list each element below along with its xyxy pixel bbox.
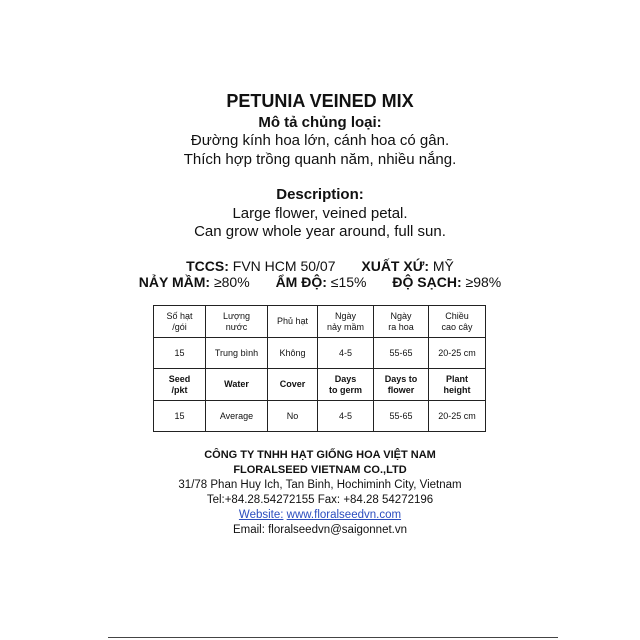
table-row-en-headers: [154, 369, 486, 401]
table-row-en-values: [154, 401, 486, 432]
table-row-vn-headers: [154, 306, 486, 338]
company-name-en: FLORALSEED VIETNAM CO.,LTD: [233, 464, 407, 476]
company-website: [0, 508, 640, 523]
purity-value: ≥98%: [465, 274, 502, 290]
vn-description-line-1: Đường kính hoa lớn, cánh hoa có gân.: [190, 132, 450, 149]
table-cell: 15: [154, 401, 206, 432]
en-description-heading: Description:: [276, 186, 364, 203]
germination-value: ≥80%: [213, 274, 250, 290]
table-cell: Average: [206, 401, 268, 432]
table-cell: 55-65: [374, 401, 429, 432]
tccs-value: FVN HCM 50/07: [232, 258, 336, 274]
purity-label: ĐỘ SẠCH:: [392, 274, 462, 290]
vn-description-line-2: Thích hợp trồng quanh năm, nhiều nắng.: [183, 151, 457, 168]
table-cell: 55-65: [374, 338, 429, 369]
table-header-cell: Số hạt /gói: [154, 306, 206, 338]
company-address: 31/78 Phan Huy Ich, Tan Binh, Hochiminh City, Vietnam: [178, 479, 462, 491]
company-phone-fax: Tel:+84.28.54272155 Fax: +84.28 54272196: [206, 494, 434, 506]
table-header-cell: Ngày nảy mầm: [318, 306, 374, 338]
moisture-label: ẨM ĐỘ:: [275, 274, 327, 290]
website-label[interactable]: Website:: [238, 509, 284, 521]
moisture-value: ≤15%: [330, 274, 367, 290]
table-cell: 4-5: [318, 338, 374, 369]
bottom-divider: [108, 637, 558, 638]
spec-line-2: [0, 273, 640, 291]
table-header-cell: Chiều cao cây: [429, 306, 486, 338]
en-description-line-1: Large flower, veined petal.: [232, 205, 408, 222]
table-cell: Trung bình: [206, 338, 268, 369]
table-cell: Không: [268, 338, 318, 369]
table-header-cell: Days to flower: [374, 369, 429, 401]
vn-description-heading: Mô tả chủng loại:: [258, 114, 382, 131]
en-description-line-2: Can grow whole year around, full sun.: [194, 223, 446, 240]
tccs-label: TCCS:: [186, 258, 229, 274]
germination-label: NẢY MẦM:: [138, 274, 211, 290]
table-cell: 20-25 cm: [429, 401, 486, 432]
company-email: Email: floralseedvn@saigonnet.vn: [232, 524, 408, 536]
origin-label: XUẤT XỨ:: [361, 258, 429, 274]
table-cell: 15: [154, 338, 206, 369]
table-header-cell: Plant height: [429, 369, 486, 401]
table-cell: 20-25 cm: [429, 338, 486, 369]
table-header-cell: Seed /pkt: [154, 369, 206, 401]
table-header-cell: Cover: [268, 369, 318, 401]
table-header-cell: Lượng nước: [206, 306, 268, 338]
table-header-cell: Days to germ: [318, 369, 374, 401]
table-row-vn-values: [154, 338, 486, 369]
table-header-cell: Ngày ra hoa: [374, 306, 429, 338]
table-cell: No: [268, 401, 318, 432]
website-link[interactable]: www.floralseedvn.com: [286, 509, 402, 521]
company-name-vn: CÔNG TY TNHH HẠT GIỐNG HOA VIỆT NAM: [204, 449, 436, 461]
table-cell: 4-5: [318, 401, 374, 432]
growing-info-table: [153, 305, 486, 432]
table-header-cell: Phủ hạt: [268, 306, 318, 338]
origin-value: MỸ: [432, 258, 454, 274]
product-title: PETUNIA VEINED MIX: [226, 91, 414, 111]
table-header-cell: Water: [206, 369, 268, 401]
